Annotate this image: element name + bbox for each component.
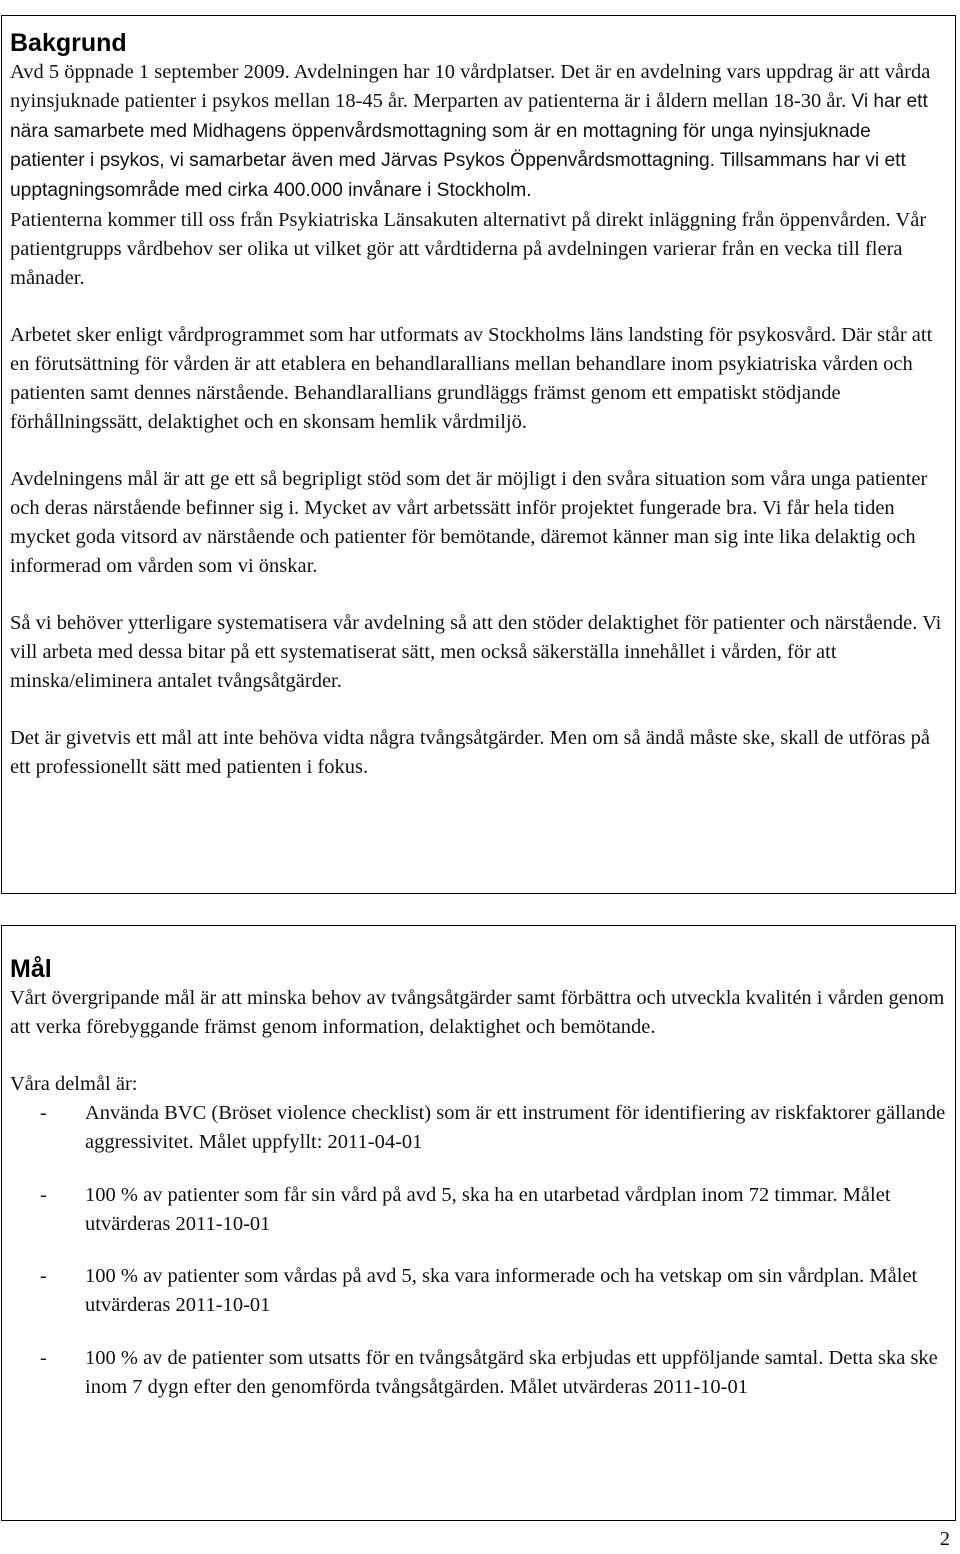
- bakgrund-paragraph-3: Arbetet sker enligt vårdprogrammet som har utformats av Stockholms läns landsting för psykosvård. Där står att en förutsättning för vården är att etablera en behandlarallians mellan behandlare inom psykiatriska vården och patienten samt dennes närstående. Behandlarallians grundläggs främst genom ett empatiskt stödjande förhållningssätt, delaktighet och en skonsam hemlik vårdmiljö.: [10, 324, 933, 433]
- mal-section: [1, 925, 956, 1521]
- list-item-text: Använda BVC (Bröset violence checklist) som är ett instrument för identifiering av riskfaktorer gällande aggressivitet. Målet uppfyllt: 2011-04-01: [85, 1102, 946, 1153]
- list-dash: -: [40, 1265, 47, 1288]
- paragraph-gap: [10, 696, 947, 725]
- list-item: [10, 1099, 947, 1157]
- bakgrund-paragraph-4: Avdelningens mål är att ge ett så begripligt stöd som det är möjligt i den svåra situation som våra unga patienter och deras närstående befinner sig i. Mycket av vårt arbetssätt inför projektet fungerade bra. Vi får hela tiden mycket goda vitsord av närstående och patienter för bemötande, däremot känner man sig inte lika delaktig och informerad om vården som vi önskar.: [10, 468, 928, 577]
- list-item-text: 100 % av patienter som vårdas på avd 5, ska vara informerade och ha vetskap om sin vårdplan. Målet utvärderas 2011-10-01: [85, 1265, 918, 1317]
- paragraph-gap: [10, 1042, 947, 1071]
- bakgrund-paragraph-1-serif: Avd 5 öppnade 1 september 2009. Avdelningen har 10 vårdplatser. Det är en avdelning vars uppdrag är att vårda nyinsjuknade patienter i psykos mellan 18-45 år. Merparten av patienterna är i åldern mellan 18-30 år.: [10, 61, 931, 112]
- delmal-list: [10, 1099, 947, 1401]
- bakgrund-paragraph-1-sans: Vi har ett nära samarbete med Midhagens öppenvårdsmottagning som är en mottagning för unga nyinsjuknade patienter i psykos, vi samarbetar även med Järvas Psykos Öppenvårdsmottagning. Tillsammans har vi ett upptagningsområde med cirka 400.000 invånare i Stockholm.: [10, 90, 928, 202]
- list-item-text: 100 % av patienter som får sin vård på avd 5, ska ha en utarbetad vårdplan inom 72 timmar. Målet utvärderas 2011-10-01: [85, 1183, 891, 1235]
- list-dash: -: [40, 1102, 47, 1125]
- list-item: [10, 1344, 947, 1402]
- mal-heading: Mål: [10, 955, 52, 983]
- list-dash: -: [40, 1346, 47, 1369]
- bakgrund-heading: Bakgrund: [10, 29, 127, 57]
- list-item: [10, 1181, 947, 1239]
- list-dash: -: [40, 1183, 47, 1206]
- mal-sub-heading: Våra delmål är:: [10, 1073, 138, 1096]
- list-item: [10, 1262, 947, 1320]
- mal-paragraph-1: Vårt övergripande mål är att minska behov av tvångsåtgärder samt förbättra och utveckla kvalitén i vården genom att verka förebyggande främst genom information, delaktighet och bemötande.: [10, 987, 945, 1038]
- paragraph-gap: [10, 436, 947, 465]
- paragraph-gap: [10, 292, 947, 321]
- bakgrund-section: [1, 15, 956, 894]
- paragraph-gap: [10, 580, 947, 609]
- bakgrund-paragraph-5: Så vi behöver ytterligare systematisera vår avdelning så att den stöder delaktighet för patienter och närstående. Vi vill arbeta med dessa bitar på ett systematiserat sätt, men också säkerställa innehållet i vården, för att minska/eliminera antalet tvångsåtgärder.: [10, 612, 942, 692]
- page-number: 2: [939, 1528, 950, 1550]
- bakgrund-paragraph-6: Det är givetvis ett mål att inte behöva vidta några tvångsåtgärder. Men om så ändå måste ske, skall de utföras på ett professionellt sätt med patienten i fokus.: [10, 727, 930, 779]
- list-item-text: 100 % av de patienter som utsatts för en tvångsåtgärd ska erbjudas ett uppföljande samtal. Detta ska ske inom 7 dygn efter den genomförda tvångsåtgärden. Målet utvärderas 2011-10-01: [85, 1346, 938, 1398]
- bakgrund-paragraph-1: [10, 58, 947, 206]
- bakgrund-paragraph-2: Patienterna kommer till oss från Psykiatriska Länsakuten alternativt på direkt inläggning från öppenvården. Vår patientgrupps vårdbehov ser olika ut vilket gör att vårdtiderna på avdelningen varierar från en vecka till flera månader.: [10, 208, 927, 289]
